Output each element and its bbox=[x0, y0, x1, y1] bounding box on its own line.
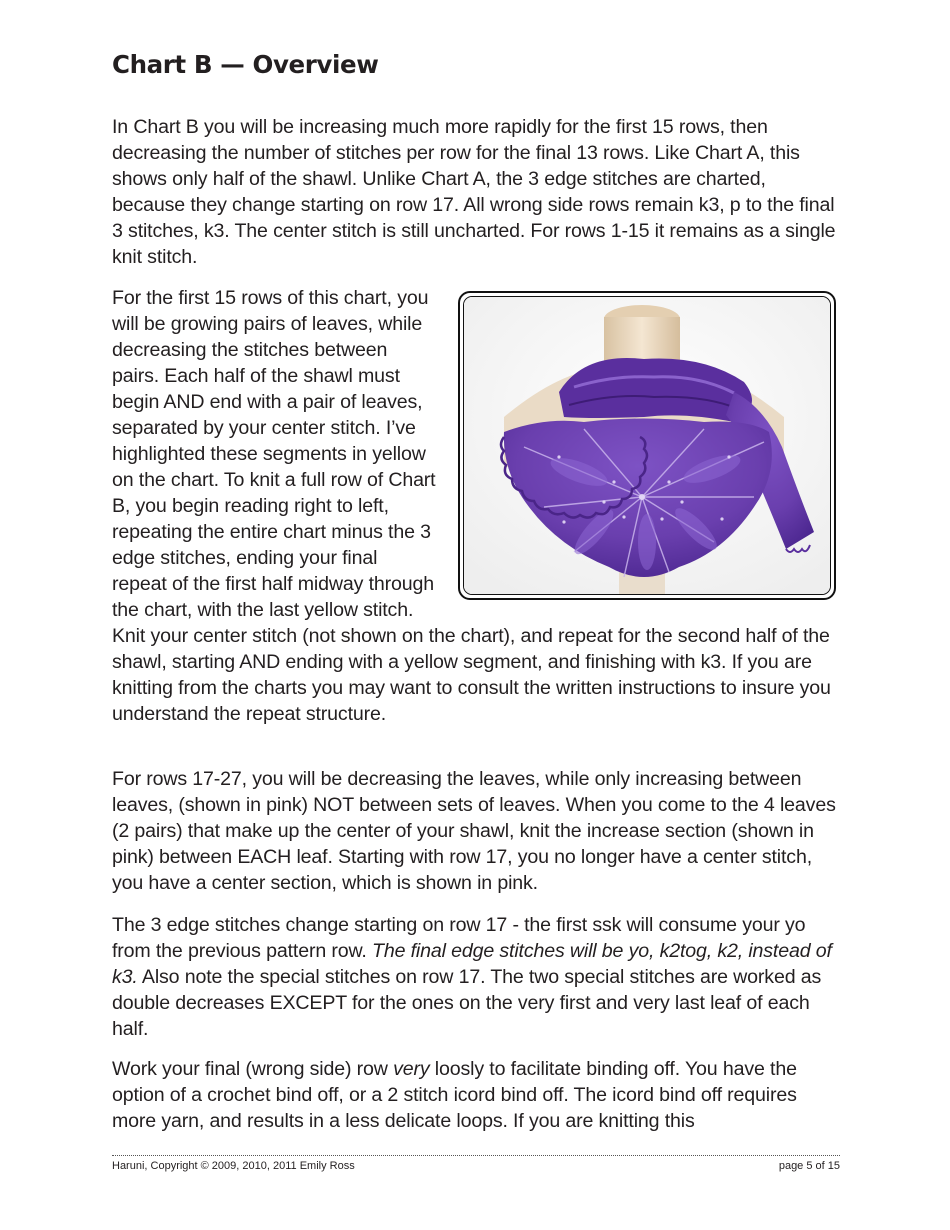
photo-inner bbox=[463, 296, 831, 595]
paragraph-5-italic: very bbox=[393, 1058, 430, 1080]
page-title: Chart B — Overview bbox=[112, 50, 379, 79]
paragraph-4-italic: The final edge stitches will be yo, k2tog, k2, instead of k3. bbox=[112, 940, 832, 988]
page bbox=[112, 0, 840, 1230]
paragraph-5-text-a: Work your final (wrong side) row bbox=[112, 1058, 394, 1080]
paragraph-1: In Chart B you will be increasing much more rapidly for the first 15 rows, then decreasing the number of stitches per row for the final 13 rows. Like Chart A, this shows only half of the shawl. Unlike Chart A, the 3 edge stitches are charted, because they change starting on row 17. All wrong side rows remain k3, p to the final 3 stitches, k3. The center stitch is still uncharted. For rows 1-15 it remains as a single knit stitch. bbox=[112, 116, 836, 268]
paragraph-4 bbox=[112, 912, 840, 1042]
shawl-photo bbox=[458, 291, 840, 604]
footer-copyright: Haruni, Copyright © 2009, 2010, 2011 Emily Ross bbox=[112, 1160, 355, 1172]
paragraph-4-text-b: Also note the special stitches on row 17. The two special stitches are worked as double decreases EXCEPT for the ones on the very first and very last leaf of each half. bbox=[112, 966, 822, 1040]
footer-divider bbox=[112, 1155, 840, 1156]
footer-page-number: page 5 of 15 bbox=[778, 1160, 840, 1172]
shawl-on-mannequin-image bbox=[464, 297, 831, 595]
paragraph-2-block bbox=[112, 285, 840, 727]
paragraph-3: For rows 17-27, you will be decreasing the leaves, while only increasing between leaves, (shown in pink) NOT between sets of leaves. When you come to the 4 leaves (2 pairs) that make up the center of your shawl, knit the increase section (shown in pink) between EACH leaf. Starting with row 17, you no longer have a center stitch, you have a center section, which is shown in pink. bbox=[112, 768, 836, 894]
paragraph-5 bbox=[112, 1056, 840, 1134]
photo-frame bbox=[458, 291, 836, 600]
paragraph-5-text-b: loosly to facilitate binding off. You have the option of a crochet bind off, or a 2 stitch icord bind off. The icord bind off requires more yarn, and results in a less delicate loops. If you are knitting this bbox=[112, 1058, 797, 1132]
paragraph-4-text-a: The 3 edge stitches change starting on row 17 - the first ssk will consume your yo from the previous pattern row. bbox=[112, 914, 806, 962]
paragraph-2: For the first 15 rows of this chart, you will be growing pairs of leaves, while decreasing the stitches between pairs. Each half of the shawl must begin AND end with a pair of leaves, separated by your center stitch. I’ve highlighted these segments in yellow on the chart. To knit a full row of Chart B, you begin reading right to left, repeating the entire chart minus the 3 edge stitches, ending your final repeat of the first half midway through the chart, with the last yellow stitch. Knit your center stitch (not shown on the chart), and repeat for the second half of the shawl, starting AND ending with a yellow segment, and finishing with k3. If you are knitting from the charts you may want to consult the written instructions to insure you understand the repeat structure. bbox=[112, 287, 831, 725]
